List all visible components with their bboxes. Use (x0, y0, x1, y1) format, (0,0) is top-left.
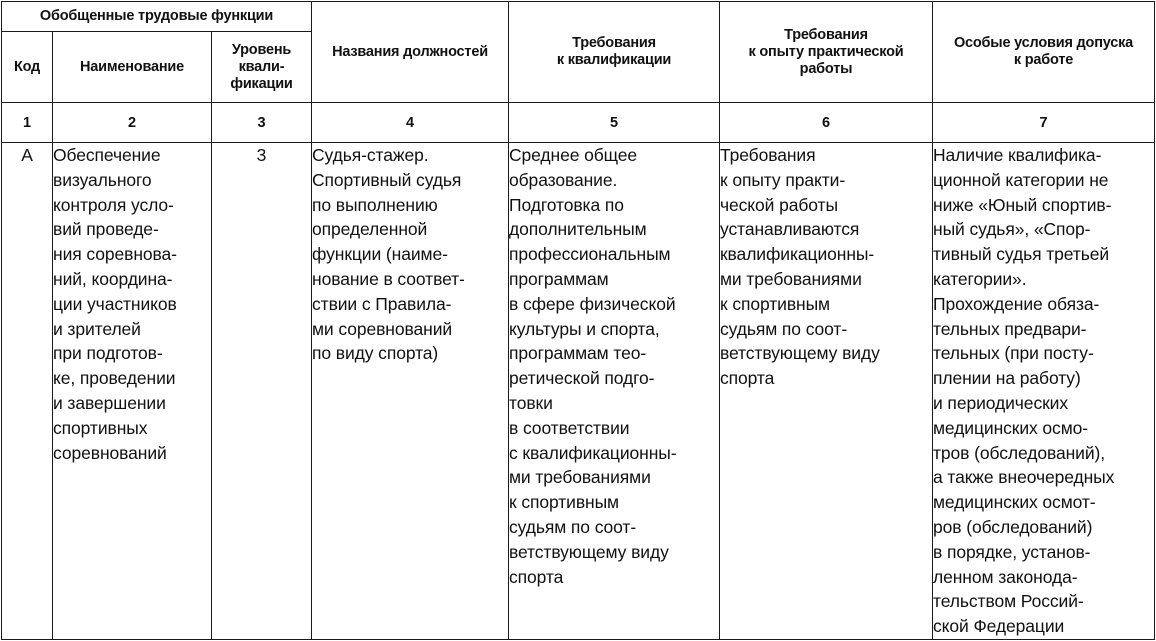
column-number: 7 (933, 103, 1155, 143)
column-numbers-row (2, 103, 1155, 143)
cell-code: А (2, 143, 53, 640)
cell-admission-conditions: Наличие квалифика- ционной категории не ниже «Юный спортив- ный судья», «Спор- тивный судья третьей категории». Прохождение обяза- тельных предвари- тельных (при посту- плении на работу) и периодических медицинских осмо- тров (обследований), а также внеочередных медицинских осмот- ров (обследований) в порядке, установ- ленном законода- тельством Россий- ской Федерации (933, 143, 1155, 640)
column-number: 3 (212, 103, 312, 143)
header-level: Уровень квали- фикации (212, 32, 312, 103)
header-conditions: Особые условия допуска к работе (933, 2, 1155, 103)
cell-experience-requirements: Требования к опыту практи- ческой работы устанавливаются квалификационны- ми требованиями к спортивным судьям по соот- ветствующему виду спорта (720, 143, 933, 640)
functions-table (1, 1, 1155, 640)
cell-qualification-requirements: Среднее общее образование. Подготовка по дополнительным профессиональным программам в сфере физической культуры и спорта, программам тео- ретической подго- товки в соответствии с квалификационны- ми требованиями к спортивным судьям по соот- ветствующему виду спорта (509, 143, 720, 640)
cell-positions: Судья-стажер. Спортивный судья по выполнению определенной функции (наиме- нование в соответ- ствии с Правила- ми соревнований по виду спорта) (312, 143, 509, 640)
cell-function-name: Обеспечение визуального контроля усло- вий проведе- ния соревнова- ний, координа- ции участников и зрителей при подготов- ке, проведении и завершении спортивных соревнований (53, 143, 212, 640)
column-number: 2 (53, 103, 212, 143)
header-experience: Требования к опыту практической работы (720, 2, 933, 103)
cell-qualification-level: 3 (212, 143, 312, 640)
header-group-title: Обобщенные трудовые функции (2, 2, 312, 32)
column-number: 6 (720, 103, 933, 143)
header-qualification: Требования к квалификации (509, 2, 720, 103)
column-number: 1 (2, 103, 53, 143)
table-row (2, 143, 1155, 640)
column-number: 5 (509, 103, 720, 143)
column-number: 4 (312, 103, 509, 143)
header-name: Наименование (53, 32, 212, 103)
header-positions: Названия должностей (312, 2, 509, 103)
header-code: Код (2, 32, 53, 103)
